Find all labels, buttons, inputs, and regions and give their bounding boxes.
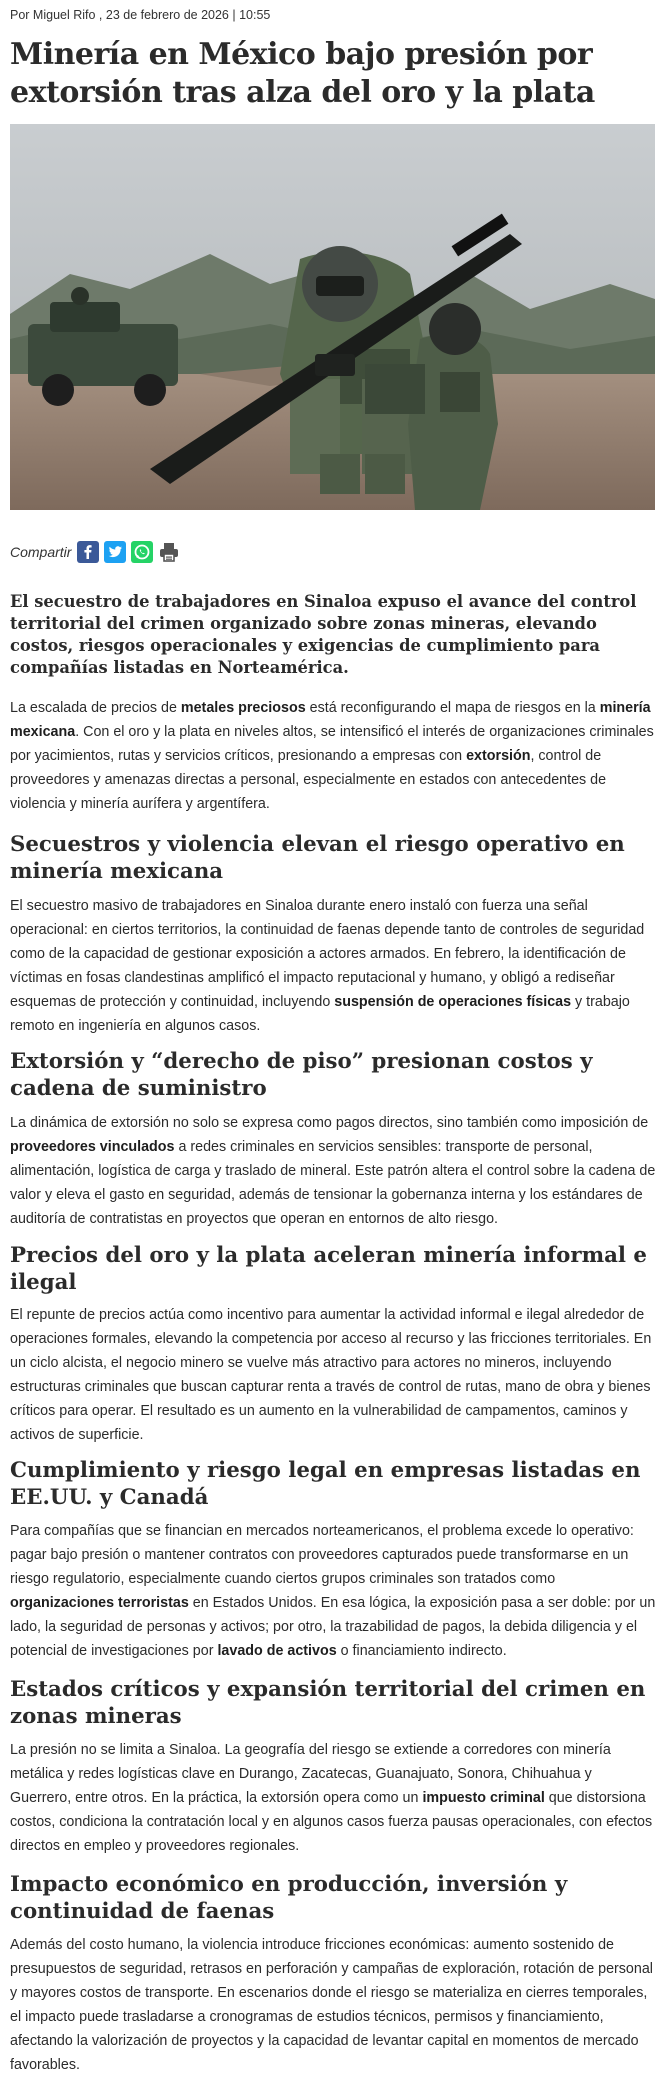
section-heading: Extorsión y “derecho de piso” presionan costos y cadena de suministro	[10, 1049, 593, 1101]
body-text: que distorsiona costos, condiciona la contratación local y en algunos casos fuerza pausas operacionales, con efectos directos en empleo y proveedores regionales.	[10, 1790, 653, 1854]
body-text: , control de proveedores y amenazas directas a personal, especialmente en estados con antecedentes de violencia y minería aurífera y argentífera.	[10, 748, 607, 812]
lead-paragraph: El secuestro de trabajadores en Sinaloa expuso el avance del control territorial del crimen organizado sobre zonas mineras, elevando costos, riesgos operacionales y exigencias de cumplimiento para compañías listadas en Norteamérica.	[10, 592, 637, 677]
body-text: El repunte de precios actúa como incentivo para aumentar la actividad informal e ilegal alrededor de operaciones formales, elevando la competencia por acceso al recurso y las fricciones territoriales. En un ciclo alcista, el negocio minero se vuelve más atractivo para actores no mineros, incluyendo estructuras criminales que buscan capturar renta a través de control de rutas, mano de obra y bienes críticos para operar. El resultado es un aumento en la vulnerabilidad de campamentos, caminos y activos de superficie.	[10, 1307, 652, 1443]
body-text: en Estados Unidos. En esa lógica, la exposición pasa a ser doble: por un lado, la seguridad de personas y activos; por otro, la trazabilidad de pagos, la debida diligencia y el potencial de investigaciones por	[10, 1595, 656, 1659]
body-text: . Con el oro y la plata en niveles altos, se intensificó el interés de organizaciones criminales por yacimientos, rutas y servicios críticos, presionando a empresas con	[10, 724, 654, 764]
bold-text: lavado de activos	[217, 1643, 337, 1659]
section-paragraph	[10, 1933, 656, 2077]
body-text: a redes criminales en servicios sensibles: transporte de personal, alimentación, logística de carga y traslado de mineral. Este patrón altera el control sobre la cadena de valor y eleva el gasto en seguridad, además de tensionar la gobernanza interna y los estándares de auditoría de contratistas en proyectos que operan en entornos de alto riesgo.	[10, 1139, 656, 1227]
bold-text: minería mexicana	[10, 700, 651, 740]
body-text: La presión no se limita a Sinaloa. La geografía del riesgo se extiende a corredores con minería metálica y redes logísticas clave en Durango, Zacatecas, Guanajuato, Sonora, Chihuahua y Guerrero, entre otros. En la práctica, la extorsión opera como un	[10, 1742, 611, 1806]
article-title: Minería en México bajo presión por extorsión tras alza del oro y la plata	[10, 37, 595, 110]
body-text: La escalada de precios de	[10, 700, 181, 716]
section-heading: Secuestros y violencia elevan el riesgo operativo en minería mexicana	[10, 832, 625, 884]
body-text: Además del costo humano, la violencia introduce fricciones económicas: aumento sostenido de presupuestos de seguridad, retrasos en perforación y campañas de exploración, rotación de personal y mayores costos de transporte. En escenarios donde el riesgo se materializa en cierres temporales, el impacto puede trasladarse a cronogramas de estudios técnicos, permisos y financiamiento, afectando la valorización de proyectos y la capacidad de levantar capital en momentos de mercado favorables.	[10, 1937, 653, 2073]
hero-photo-illustration	[10, 124, 655, 510]
section-heading: Precios del oro y la plata aceleran minería informal e ilegal	[10, 1243, 647, 1295]
intro-paragraph	[10, 696, 656, 816]
section-paragraph	[10, 1303, 656, 1447]
body-text: La dinámica de extorsión no solo se expresa como pagos directos, sino también como imposición de	[10, 1115, 649, 1131]
section-heading: Impacto económico en producción, inversión y continuidad de faenas	[10, 1872, 568, 1924]
twitter-icon[interactable]	[104, 541, 126, 563]
facebook-icon[interactable]	[77, 541, 99, 563]
share-bar	[10, 539, 656, 565]
section-paragraph	[10, 894, 656, 1038]
section-paragraph	[10, 1738, 656, 1858]
byline: Por Miguel Rifo , 23 de febrero de 2026 | 10:55	[10, 8, 271, 22]
section-paragraph	[10, 1111, 656, 1231]
bold-text: organizaciones terroristas	[10, 1595, 189, 1611]
bold-text: proveedores vinculados	[10, 1139, 175, 1155]
body-text: El secuestro masivo de trabajadores en Sinaloa durante enero instaló con fuerza una señal operacional: en ciertos territorios, la continuidad de faenas depende tanto de controles de seguridad como de la capacidad de gestionar exposición a actores armados. En febrero, la identificación de víctimas en fosas clandestinas amplificó el impacto reputacional y humano, y obligó a rediseñar esquemas de protección y continuidad, incluyendo	[10, 898, 645, 1010]
section-paragraph	[10, 1519, 656, 1663]
hero-image	[10, 124, 655, 510]
bold-text: suspensión de operaciones físicas	[334, 994, 572, 1010]
body-text: o financiamiento indirecto.	[336, 1643, 507, 1659]
share-label: Compartir	[10, 544, 72, 560]
article-sections	[10, 831, 656, 2077]
print-icon[interactable]	[158, 541, 180, 563]
whatsapp-icon[interactable]	[131, 541, 153, 563]
body-text: y trabajo remoto en ingeniería en algunos casos.	[10, 994, 630, 1034]
section-heading: Estados críticos y expansión territorial del crimen en zonas mineras	[10, 1677, 646, 1729]
section-heading: Cumplimiento y riesgo legal en empresas listadas en EE.UU. y Canadá	[10, 1458, 641, 1510]
body-text: está reconfigurando el mapa de riesgos en la	[305, 700, 600, 716]
bold-text: metales preciosos	[180, 700, 306, 716]
body-text: Para compañías que se financian en mercados norteamericanos, el problema excede lo operativo: pagar bajo presión o mantener contratos con proveedores capturados puede transformarse en un riesgo regulatorio, especialmente cuando ciertos grupos criminales son tratados como	[10, 1523, 634, 1587]
bold-text: extorsión	[466, 748, 531, 764]
bold-text: impuesto criminal	[422, 1790, 545, 1806]
